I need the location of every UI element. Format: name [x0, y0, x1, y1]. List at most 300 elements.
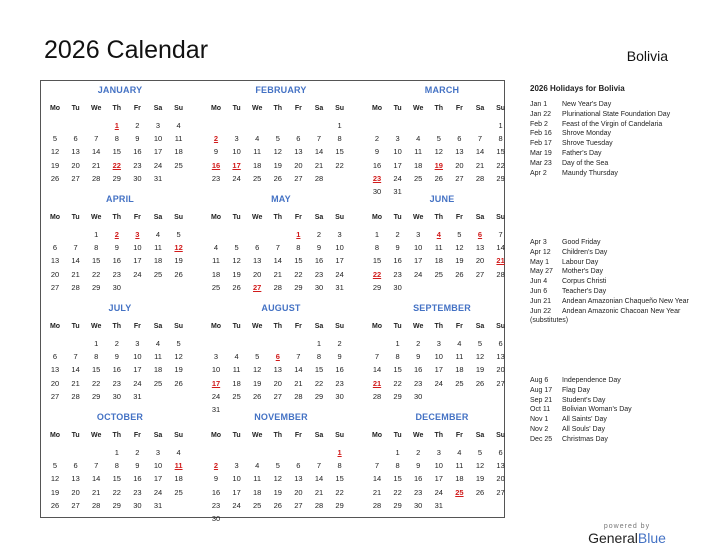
weekday-header: We: [413, 214, 424, 221]
calendar-day: 13: [273, 365, 282, 375]
holiday-date: Dec 25: [530, 435, 553, 443]
holiday-date: Jun 4: [530, 278, 548, 286]
calendar-day: 21: [92, 487, 101, 497]
calendar-day: 13: [294, 474, 303, 484]
calendar-day: 20: [475, 256, 485, 266]
holiday-name: Good Friday: [562, 239, 601, 246]
calendar-day: 27: [294, 173, 303, 183]
calendar-day: 3: [337, 230, 342, 239]
weekday-header: Sa: [475, 105, 485, 112]
calendar-day: 10: [414, 243, 423, 253]
calendar-day: 12: [475, 352, 485, 362]
weekday-header: We: [413, 105, 424, 112]
calendar-grid: [40, 80, 506, 523]
calendar-day: 16: [414, 365, 423, 375]
weekday-header: Sa: [475, 214, 485, 221]
calendar-day: 30: [314, 282, 324, 292]
calendar-day: 18: [211, 269, 221, 279]
weekday-header: Su: [335, 323, 345, 330]
calendar-day: 8: [296, 243, 301, 253]
weekday-header: Th: [112, 432, 122, 439]
calendar-day: 28: [372, 391, 382, 401]
holiday-day: 25: [455, 487, 464, 497]
weekday-header: Fr: [294, 323, 302, 330]
weekday-header: Mo: [371, 214, 383, 221]
holiday-item: [530, 149, 705, 159]
calendar-day: 25: [253, 500, 262, 510]
weekday-header: We: [252, 214, 263, 221]
calendar-day: 16: [133, 474, 142, 484]
weekday-header: Su: [496, 323, 506, 330]
calendar-day: 3: [436, 339, 441, 348]
weekday-header: Fr: [294, 214, 302, 221]
calendar-day: 5: [52, 461, 58, 471]
calendar-day: 6: [255, 243, 260, 253]
holiday-date: May 27: [530, 268, 553, 276]
weekday-header: Su: [335, 214, 345, 221]
calendar-day: 30: [211, 514, 221, 523]
calendar-day: 11: [232, 365, 241, 375]
weekday-header: Th: [434, 432, 444, 439]
holiday-name: All Saints' Day: [562, 416, 607, 424]
calendar-day: 13: [50, 365, 60, 375]
holiday-name: Christmas Day: [562, 435, 608, 443]
calendar-day: 8: [374, 243, 380, 253]
calendar-day: 27: [50, 391, 60, 401]
holiday-day: 16: [211, 160, 221, 170]
calendar-day: 21: [294, 378, 303, 388]
month-name: NOVEMBER: [254, 412, 308, 422]
calendar-day: 18: [253, 160, 262, 170]
calendar-day: 2: [374, 134, 380, 144]
calendar-day: 1: [374, 230, 380, 239]
calendar-day: 25: [455, 378, 464, 388]
calendar-day: 14: [372, 474, 382, 484]
holiday-date: Feb 2: [530, 120, 548, 128]
weekday-header: Tu: [71, 214, 80, 221]
calendar-day: 12: [273, 474, 282, 484]
holiday-date: Feb 16: [530, 130, 552, 138]
holiday-name: Independence Day: [562, 377, 621, 384]
calendar-day: 9: [395, 243, 400, 253]
calendar-day: 4: [416, 134, 421, 144]
calendar-day: 10: [434, 461, 443, 471]
holiday-item: [530, 129, 705, 139]
calendar-day: 29: [393, 391, 402, 401]
weekday-header: We: [91, 323, 102, 330]
calendar-day: 29: [92, 391, 101, 401]
weekday-header: Tu: [71, 432, 80, 439]
calendar-day: 8: [114, 461, 119, 471]
calendar-day: 31: [434, 500, 443, 510]
calendar-day: 2: [395, 230, 400, 239]
holiday-name: Corpus Christi: [562, 278, 607, 286]
calendar-day: 3: [234, 134, 239, 144]
holiday-list: [530, 84, 705, 443]
holiday-name: All Souls' Day: [562, 425, 605, 433]
calendar-day: 9: [416, 461, 421, 471]
calendar-day: 7: [94, 461, 99, 471]
holiday-item: [530, 386, 705, 396]
calendar-day: 7: [316, 134, 322, 144]
weekday-header: Fr: [294, 432, 302, 439]
weekday-header: Th: [112, 323, 122, 330]
month-name: JUNE: [429, 194, 455, 204]
calendar-day: 6: [73, 134, 78, 144]
calendar-day: 24: [414, 269, 423, 279]
holiday-item: [530, 435, 705, 445]
calendar-day: 9: [374, 147, 380, 157]
holiday-date: Apr 2: [530, 169, 547, 177]
weekday-header: Su: [496, 432, 506, 439]
calendar-day: 24: [393, 173, 402, 183]
calendar-day: 23: [133, 487, 142, 497]
weekday-header: Sa: [153, 323, 163, 330]
calendar-day: 12: [253, 365, 262, 375]
calendar-day: 1: [94, 339, 99, 348]
calendar-day: 9: [135, 461, 140, 471]
calendar-day: 1: [316, 339, 322, 348]
holiday-day: 21: [496, 256, 505, 266]
calendar-day: 30: [372, 187, 382, 196]
calendar-day: 25: [174, 487, 183, 497]
calendar-day: 19: [273, 160, 282, 170]
calendar-day: 22: [496, 160, 505, 170]
weekday-header: Mo: [49, 214, 61, 221]
weekday-header: Fr: [455, 432, 463, 439]
holiday-day: 6: [477, 230, 483, 239]
calendar-day: 16: [112, 256, 121, 266]
calendar-day: 21: [314, 160, 324, 170]
holiday-date: Jan 22: [530, 110, 552, 118]
holiday-name: Father's Day: [562, 149, 602, 157]
weekday-header: Mo: [371, 432, 383, 439]
calendar-day: 16: [133, 147, 142, 157]
calendar-day: 24: [153, 487, 163, 497]
calendar-day: 11: [434, 243, 443, 253]
holiday-day: 27: [253, 282, 262, 292]
calendar-day: 26: [174, 269, 183, 279]
holiday-day: 17: [232, 160, 241, 170]
calendar-day: 7: [94, 134, 99, 144]
calendar-day: 3: [416, 230, 421, 239]
calendar-day: 17: [393, 160, 402, 170]
calendar-day: 2: [135, 448, 140, 457]
calendar-day: 20: [455, 160, 464, 170]
calendar-day: 17: [153, 147, 163, 157]
calendar-day: 17: [153, 474, 163, 484]
holiday-item: [530, 297, 705, 307]
calendar-day: 30: [133, 173, 142, 183]
holiday-name: Maundy Thursday: [562, 169, 618, 177]
calendar-day: 2: [135, 121, 140, 130]
calendar-day: 20: [496, 474, 505, 484]
weekday-header: Sa: [314, 323, 324, 330]
calendar-day: 12: [475, 461, 485, 471]
brand-name-part-2: Blue: [637, 530, 666, 546]
calendar-day: 4: [255, 461, 260, 471]
calendar-day: 31: [211, 405, 221, 414]
month-name: JULY: [108, 303, 132, 313]
calendar-day: 8: [316, 352, 322, 362]
holiday-name: Andean Amazonian Chaqueño New Year: [562, 297, 689, 305]
calendar-day: 5: [477, 339, 483, 348]
holiday-name: Andean Amazonic Chacoan New Year (substitutes): [530, 307, 681, 325]
weekday-header: Su: [335, 105, 345, 112]
weekday-header: Su: [496, 105, 506, 112]
holiday-item: [530, 277, 705, 287]
calendar-day: 3: [135, 339, 140, 348]
weekday-header: Sa: [314, 214, 324, 221]
calendar-day: 22: [314, 378, 324, 388]
holiday-list-title: 2026 Holidays for Bolivia: [530, 84, 625, 93]
weekday-header: Sa: [314, 105, 324, 112]
calendar-day: 31: [393, 187, 402, 196]
calendar-day: 20: [294, 487, 303, 497]
calendar-day: 16: [414, 474, 423, 484]
weekday-header: Su: [335, 432, 345, 439]
calendar-day: 30: [414, 500, 423, 510]
holiday-item: [530, 248, 705, 258]
holiday-day: 2: [213, 134, 219, 144]
calendar-day: 15: [393, 365, 402, 375]
calendar-day: 22: [335, 487, 344, 497]
calendar-day: 2: [114, 339, 119, 348]
calendar-day: 8: [114, 134, 119, 144]
calendar-day: 1: [498, 121, 503, 130]
calendar-day: 18: [153, 365, 163, 375]
calendar-day: 27: [496, 378, 505, 388]
calendar-day: 26: [434, 173, 443, 183]
calendar-day: 6: [296, 461, 301, 471]
weekday-header: We: [252, 323, 263, 330]
calendar-day: 31: [153, 173, 163, 183]
calendar-day: 8: [337, 461, 342, 471]
calendar-day: 29: [335, 500, 344, 510]
calendar-day: 14: [71, 256, 80, 266]
calendar-day: 29: [314, 391, 324, 401]
calendar-day: 4: [213, 243, 219, 253]
holiday-item: [530, 169, 705, 179]
holiday-day: 2: [114, 230, 119, 239]
calendar-day: 25: [153, 269, 163, 279]
calendar-day: 2: [416, 448, 421, 457]
calendar-day: 5: [477, 448, 483, 457]
calendar-day: 25: [153, 378, 163, 388]
calendar-day: 26: [50, 173, 60, 183]
calendar-day: 24: [232, 500, 241, 510]
weekday-header: Mo: [371, 323, 383, 330]
holiday-day: 12: [174, 243, 183, 253]
calendar-day: 29: [372, 282, 382, 292]
calendar-day: 13: [50, 256, 60, 266]
calendar-day: 20: [50, 269, 60, 279]
calendar-day: 9: [114, 243, 119, 253]
calendar-day: 4: [234, 352, 239, 362]
weekday-header: Fr: [294, 105, 302, 112]
calendar-day: 27: [475, 269, 485, 279]
weekday-header: Sa: [475, 323, 485, 330]
calendar-day: 7: [316, 461, 322, 471]
calendar-day: 4: [155, 230, 161, 239]
calendar-day: 7: [374, 461, 380, 471]
holiday-date: May 1: [530, 258, 550, 266]
holiday-name: Labour Day: [562, 258, 599, 266]
calendar-day: 19: [50, 487, 60, 497]
calendar-day: 24: [133, 269, 142, 279]
calendar-day: 30: [133, 500, 142, 510]
holiday-item: [530, 258, 705, 268]
calendar-day: 13: [455, 147, 464, 157]
calendar-day: 20: [71, 160, 80, 170]
calendar-day: 24: [335, 269, 344, 279]
calendar-day: 15: [112, 147, 121, 157]
weekday-header: Th: [273, 323, 283, 330]
calendar-day: 26: [50, 500, 60, 510]
calendar-day: 29: [393, 500, 402, 510]
calendar-day: 19: [232, 269, 241, 279]
weekday-header: Fr: [133, 105, 141, 112]
calendar-day: 20: [496, 365, 505, 375]
month-name: JANUARY: [97, 85, 143, 95]
calendar-day: 6: [498, 448, 503, 457]
calendar-day: 5: [275, 134, 280, 144]
holiday-name: Teacher's Day: [562, 287, 607, 295]
calendar-day: 16: [314, 256, 324, 266]
weekday-header: Th: [112, 105, 122, 112]
calendar-day: 22: [294, 269, 303, 279]
calendar-day: 26: [232, 282, 241, 292]
calendar-day: 14: [71, 365, 80, 375]
calendar-day: 13: [253, 256, 262, 266]
calendar-day: 8: [498, 134, 503, 144]
month-name: MARCH: [424, 85, 460, 95]
calendar-day: 8: [395, 461, 400, 471]
weekday-header: Tu: [393, 323, 402, 330]
holiday-date: Apr 3: [530, 239, 547, 246]
holiday-date: Jun 21: [530, 297, 552, 305]
calendar-day: 10: [232, 474, 241, 484]
calendar-day: 13: [496, 461, 505, 471]
calendar-day: 18: [232, 378, 241, 388]
calendar-day: 18: [174, 474, 183, 484]
calendar-day: 23: [211, 500, 221, 510]
holiday-day: 3: [135, 230, 140, 239]
calendar-day: 20: [253, 269, 262, 279]
weekday-header: Th: [273, 432, 283, 439]
calendar-day: 28: [314, 173, 324, 183]
calendar-day: 3: [155, 121, 161, 130]
calendar-day: 19: [174, 256, 183, 266]
weekday-header: Tu: [232, 323, 241, 330]
calendar-day: 14: [372, 365, 382, 375]
calendar-day: 4: [457, 339, 462, 348]
calendar-day: 17: [133, 256, 142, 266]
holiday-date: Nov 2: [530, 425, 549, 433]
calendar-day: 20: [50, 378, 60, 388]
calendar-day: 17: [335, 256, 344, 266]
holiday-day: 22: [372, 269, 382, 279]
weekday-header: Fr: [455, 214, 463, 221]
holiday-item: [530, 376, 705, 386]
holiday-date: Jan 1: [530, 101, 548, 108]
calendar-day: 7: [374, 352, 380, 362]
calendar-day: 25: [211, 282, 221, 292]
page-title: 2026 Calendar: [44, 36, 209, 64]
calendar-day: 13: [71, 474, 80, 484]
calendar-day: 22: [393, 487, 402, 497]
calendar-day: 11: [212, 256, 220, 266]
calendar-day: 19: [273, 487, 282, 497]
calendar-day: 28: [314, 500, 324, 510]
calendar-day: 29: [294, 282, 303, 292]
calendar-day: 22: [393, 378, 402, 388]
month-name: SEPTEMBER: [413, 303, 471, 313]
calendar-day: 12: [50, 147, 60, 157]
weekday-header: Mo: [49, 105, 61, 112]
calendar-day: 11: [154, 352, 162, 362]
holiday-date: Mar 23: [530, 159, 552, 167]
holiday-item: [530, 238, 705, 248]
calendar-day: 31: [153, 500, 163, 510]
calendar-day: 12: [273, 147, 282, 157]
weekday-header: Mo: [210, 105, 222, 112]
calendar-day: 15: [335, 474, 344, 484]
holiday-date: Jun 22: [530, 307, 552, 315]
calendar-day: 19: [475, 365, 485, 375]
calendar-day: 15: [393, 474, 402, 484]
calendar-day: 3: [234, 461, 239, 471]
holiday-day: 4: [436, 230, 441, 239]
calendar-day: 29: [496, 173, 505, 183]
holiday-item: [530, 159, 705, 169]
calendar-day: 10: [434, 352, 443, 362]
calendar-day: 18: [153, 256, 163, 266]
weekday-header: We: [413, 323, 424, 330]
month-name: DECEMBER: [415, 412, 469, 422]
calendar-day: 18: [414, 160, 423, 170]
holiday-item: [530, 267, 705, 277]
calendar-day: 27: [50, 282, 60, 292]
calendar-day: 22: [92, 378, 101, 388]
calendar-day: 14: [314, 474, 324, 484]
calendar-day: 27: [455, 173, 464, 183]
weekday-header: Mo: [210, 323, 222, 330]
calendar-day: 26: [475, 378, 485, 388]
weekday-header: Tu: [393, 105, 402, 112]
holiday-date: Apr 12: [530, 248, 551, 256]
weekday-header: Tu: [71, 105, 80, 112]
calendar-day: 16: [112, 365, 121, 375]
holiday-date: Nov 1: [530, 416, 549, 424]
calendar-day: 25: [232, 391, 241, 401]
calendar-day: 13: [496, 352, 505, 362]
calendar-day: 18: [455, 365, 464, 375]
calendar-day: 21: [92, 160, 101, 170]
calendar-day: 1: [395, 339, 400, 348]
weekday-header: We: [252, 105, 263, 112]
calendar-day: 21: [71, 378, 80, 388]
calendar-day: 7: [73, 352, 78, 362]
holiday-name: New Year's Day: [562, 101, 612, 108]
brand-logo: [586, 523, 668, 546]
weekday-header: Th: [273, 105, 283, 112]
holiday-item: [530, 139, 705, 149]
calendar-day: 19: [253, 378, 262, 388]
calendar-day: 16: [393, 256, 402, 266]
calendar-day: 4: [457, 448, 462, 457]
weekday-header: Su: [174, 105, 184, 112]
